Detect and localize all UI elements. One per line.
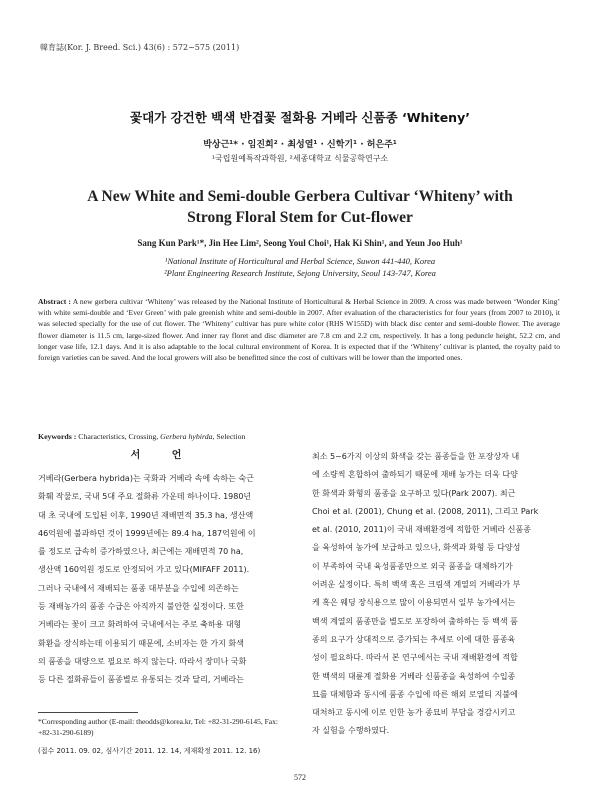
body-line: 대 초 국내에 도입된 이후, 1990년 재배면적 35.3 ha, 생산액 — [38, 510, 254, 520]
body-line: 묘를 대체함과 동시에 품종 수입에 따른 해외 로열티 지불에 — [312, 689, 518, 699]
body-line: 46억원에 불과하던 것이 1999년에는 89.4 ha, 187억원에 이 — [38, 528, 256, 538]
english-authors: Sang Kun Park¹*, Jin Hee Lim², Seong Youl Choi¹, Hak Ki Shin¹, and Yeun Joo Huh¹ — [137, 238, 463, 248]
submission-dates: (접수 2011. 09. 02, 심사기간 2011. 12. 14, 게재확정 2011. 12. 16) — [38, 747, 261, 755]
body-line: 대처하고 동시에 이로 인한 농가 종묘비 부담을 경감시키고 — [312, 708, 516, 718]
page-number: 572 — [294, 773, 306, 782]
english-title-line-2: Strong Floral Stem for Cut-flower — [187, 209, 413, 226]
korean-affiliation: ¹국립원예특작과학원, ²세종대학교 식물공학연구소 — [211, 154, 389, 163]
body-line: 어려운 실정이다. 특히 백색 혹은 크림색 계열의 거베라가 부 — [312, 580, 521, 590]
abstract-text: A new gerbera cultivar ‘Whiteny’ was released by the National Institute of Horticultural & Herbal Science in 2009. A cross was made between ‘Wonder King’ with white semi-double and ‘Ever Green’ with pale greenish white and semi-double in 2007. After evaluation of the characteristics for four years (from 2007 to 2010), it was selected specially for the use of cut flower. The ‘Whiteny’ cultivar has pure white color (RHS W155D) with black disc center and semi-double flower. The average flower diameter is 11.5 cm, large-sized flower. And inner ray floret and disc diameter are 7.8 cm and 2.2 cm, respectively. It has a long peduncle height, 52.2 cm, and longer vase life, 12.1 days. And it is also adaptable to the local cultural environment of Korea. It is expected that if the ‘Whiteny’ cultivar is planted, the royalty paid to foreign varieties can be saved. And the local growers will also be benefitted since the cost of cultivars will be lower than the imported ones. — [38, 297, 561, 363]
body-line: 를 정도로 급속히 증가하였으나, 최근에는 재배면적 70 ha, — [38, 547, 244, 557]
keywords-text-after: , Selection — [212, 432, 246, 441]
body-line: 을 육성하여 농가에 보급하고 있으나, 화색과 화형 등 다양성 — [312, 543, 521, 553]
corresponding-author-footnote: *Corresponding author (E-mail: theodds@korea.kr, Tel: +82-31-290-6145, Fax: +82-31-290-6189) — [38, 717, 278, 737]
keywords — [38, 432, 560, 441]
body-line: 한 백색의 대륜계 절화용 거베라 신품종을 육성하여 수입종 — [312, 671, 516, 681]
english-title — [50, 186, 550, 228]
english-affiliations — [0, 255, 600, 279]
body-line: 그러나 국내에서 재배되는 품종 대부분을 수입에 의존하는 — [38, 583, 239, 593]
abstract-label: Abstract : — [38, 297, 71, 306]
body-line: 의 품종을 대량으로 필요로 하지 않는다. 따라서 장미나 국화 — [38, 656, 247, 666]
body-line: 종의 요구가 상대적으로 증가되는 추세로 이에 대한 품종육 — [312, 634, 516, 644]
body-line: 등 다른 절화류들이 품종별로 유통되는 것과 달리, 거베라는 — [38, 675, 244, 685]
keywords-label: Keywords : — [38, 432, 77, 441]
abstract — [38, 296, 560, 363]
body-line: et al. (2010, 2011)이 국내 재배환경에 적합한 거베라 신품종 — [312, 525, 531, 535]
journal-header: 韓育誌(Kor. J. Breed. Sci.) 43(6) : 572~575 (2011) — [40, 43, 240, 52]
intro-left-column — [38, 470, 288, 690]
body-line: 최소 5~6가지 이상의 화색을 갖는 품종들을 한 포장상자 내 — [312, 452, 520, 461]
english-affiliation-1: ¹National Institute of Horticultural and Herbal Science, Suwon 441-440, Korea — [164, 256, 436, 266]
body-line: 거베라(Gerbera hybrida)는 국화과 거베라 속에 속하는 숙근 — [38, 474, 254, 483]
body-line: 백색 계열의 품종만을 별도로 포장하여 출하하는 등 백색 품 — [312, 616, 518, 626]
intro-right-column — [312, 448, 562, 741]
korean-title: 꽃대가 강건한 백색 반겹꽃 절화용 거베라 신품종 ‘Whiteny’ — [130, 110, 470, 125]
body-line: 화훼 작물로, 국내 5대 주요 절화류 가운데 하나이다. 1980년 — [38, 492, 252, 502]
body-line: 케 혹은 웨딩 장식용으로 많이 이용되면서 일부 농가에서는 — [312, 598, 516, 608]
body-line: 생산액 160억원 정도로 안정되어 가고 있다(MIFAFF 2011). — [38, 565, 250, 575]
body-line: 이 부족하여 국내 육성품종만으로 외국 품종을 대체하기가 — [312, 561, 513, 571]
english-affiliation-2: ²Plant Engineering Research Institute, Sejong University, Seoul 143-747, Korea — [164, 268, 436, 278]
body-line: 거베라는 꽃이 크고 화려하여 국내에서는 주로 축하용 대형 — [38, 620, 242, 630]
keywords-italic: Gerbera hybirda — [160, 432, 213, 441]
keywords-text-before: Characteristics, Crossing, — [78, 432, 161, 441]
body-line: Choi et al. (2001), Chung et al. (2008, 2011), 그리고 Park — [312, 506, 539, 516]
body-line: 등 재배농가의 품종 수급은 아직까지 불안한 실정이다. 또한 — [38, 602, 244, 612]
body-line: 성이 필요하다. 따라서 본 연구에서는 국내 재배환경에 적합 — [312, 653, 518, 663]
body-line: 화환을 장식하는데 이용되기 때문에, 소비자는 한 가지 화색 — [38, 638, 244, 648]
korean-authors: 박상근¹* · 임진희² · 최성열¹ · 신학기¹ · 허은주¹ — [203, 140, 397, 150]
body-line: 자 실험을 수행하였다. — [312, 726, 390, 736]
body-line: 한 화색과 화형의 품종을 요구하고 있다(Park 2007). 최근 — [312, 488, 516, 498]
english-title-line-1: A New White and Semi-double Gerbera Cultivar ‘Whiteny’ with — [87, 188, 513, 205]
section-heading-intro: 서 언 — [130, 450, 196, 461]
body-line: 에 소량씩 혼합하여 출하되기 때문에 재배 농가는 더욱 다양 — [312, 470, 518, 480]
footnote-rule — [38, 712, 138, 713]
